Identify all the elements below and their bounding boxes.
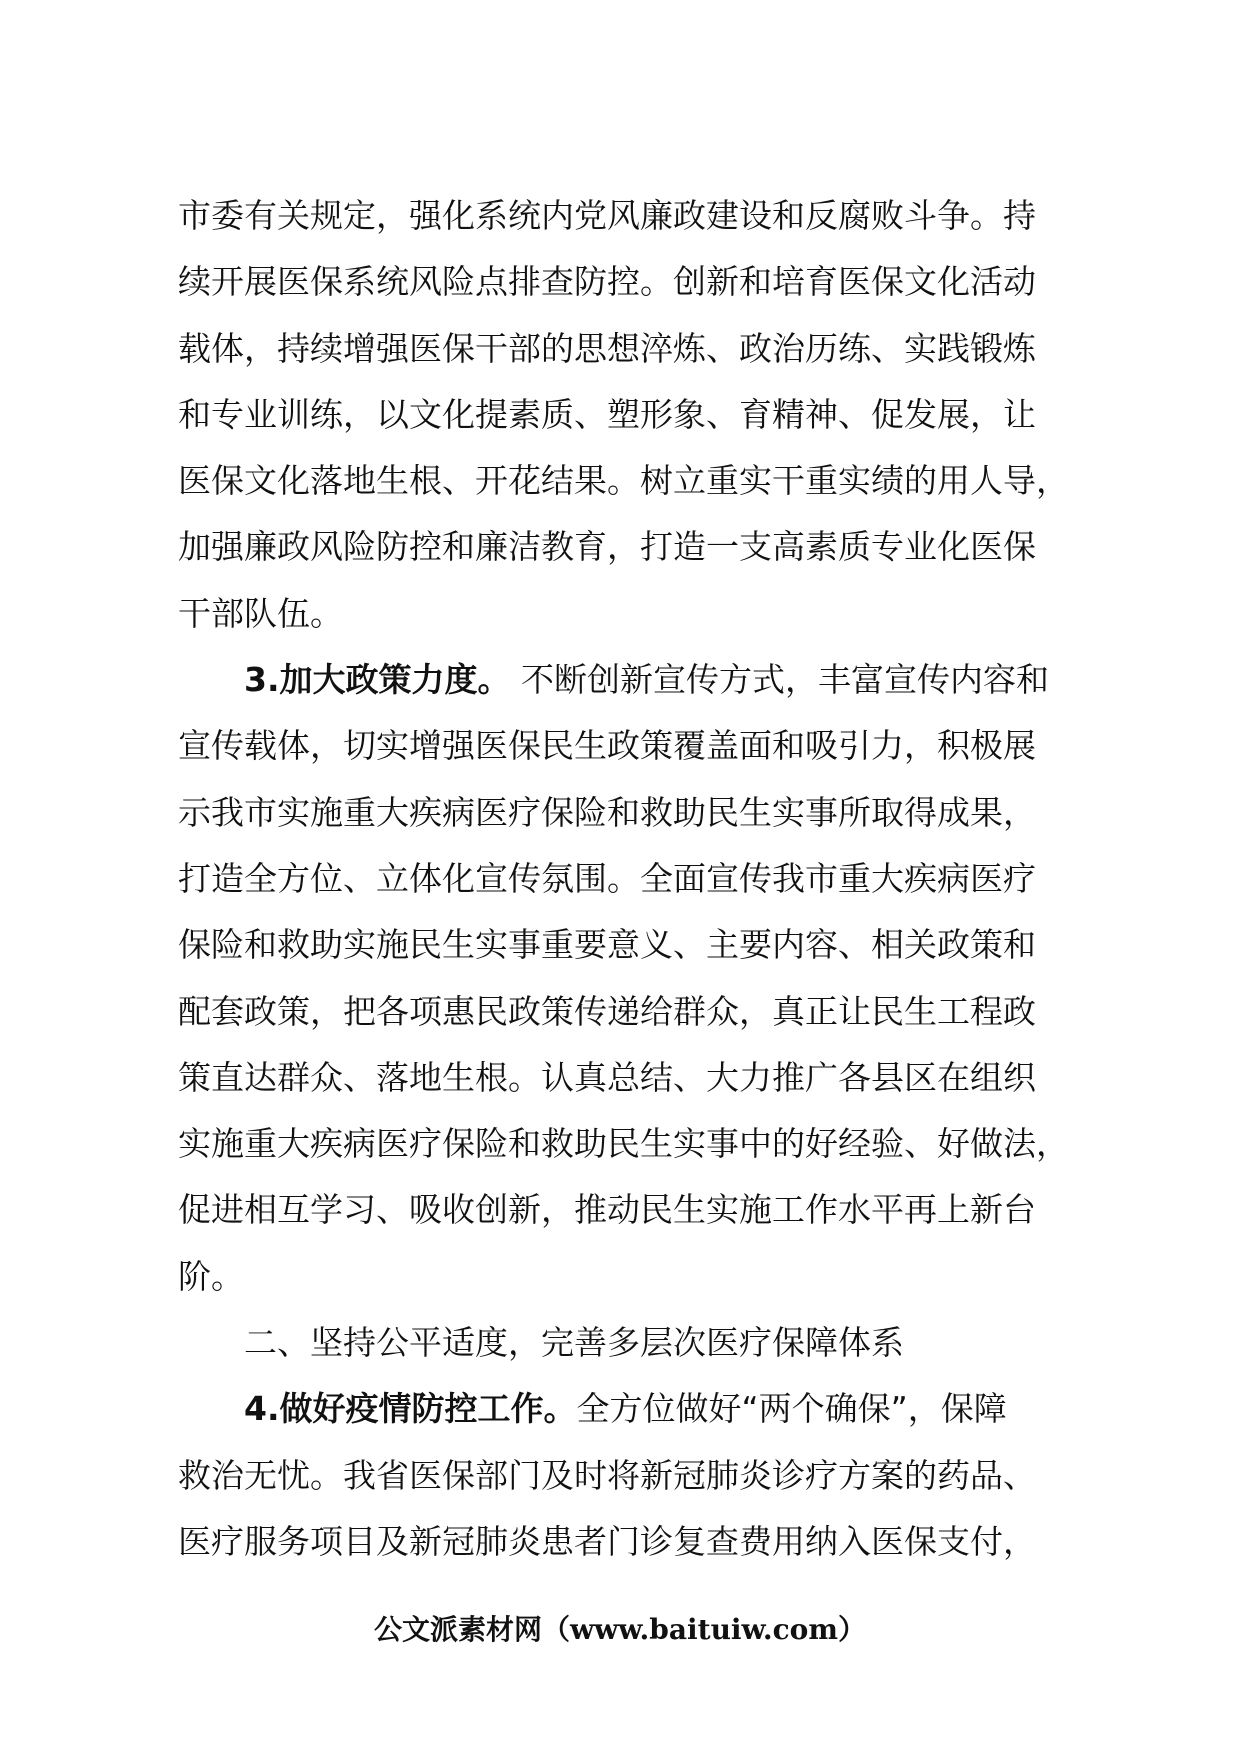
paragraph-line: 配套政策，把各项惠民政策传递给群众，真正让民生工程政 [178,991,1036,1031]
paragraph-line: 促进相互学习、吸收创新，推动民生实施工作水平再上新台 [178,1190,1036,1230]
paragraph-line: 干部队伍。 [178,593,343,633]
paragraph-line: 续开展医保系统风险点排查防控。创新和培育医保文化活动 [178,262,1036,302]
section-4-heading: 4.做好疫情防控工作。 [244,1389,577,1429]
paragraph-line: 示我市实施重大疾病医疗保险和救助民生实事所取得成果， [178,792,1036,832]
paragraph-line: 和专业训练，以文化提素质、塑形象、育精神、促发展，让 [178,394,1036,434]
paragraph-line: 救治无忧。我省医保部门及时将新冠肺炎诊疗方案的药品、 [178,1455,1036,1495]
section-4-first-line [178,1376,1096,1442]
document-body [178,183,1096,1575]
section-3-first-line [178,647,1096,713]
section-heading: 二、坚持公平适度，完善多层次医疗保障体系 [244,1323,904,1363]
paragraph-line: 市委有关规定，强化系统内党风廉政建设和反腐败斗争。持 [178,196,1036,235]
paragraph-line: 加强廉政风险防控和廉洁教育，打造一支高素质专业化医保 [178,527,1036,567]
paragraph-line: 医保文化落地生根、开花结果。树立重实干重实绩的用人导， [178,461,1069,501]
paragraph-line: 策直达群众、落地生根。认真总结、大力推广各县区在组织 [178,1057,1036,1097]
section-3-heading: 3.加大政策力度。 [244,660,511,700]
section-3-text: 不断创新宣传方式，丰富宣传内容和 [510,660,1049,700]
paragraph-line: 实施重大疾病医疗保险和救助民生实事中的好经验、好做法， [178,1124,1069,1164]
paragraph-line: 阶。 [178,1256,244,1296]
paragraph-line: 载体，持续增强医保干部的思想淬炼、政治历练、实践锻炼 [178,328,1036,368]
paragraph-line: 打造全方位、立体化宣传氛围。全面宣传我市重大疾病医疗 [178,858,1036,898]
paragraph-line: 宣传载体，切实增强医保民生政策覆盖面和吸引力，积极展 [178,726,1036,766]
section-4-text: 全方位做好“两个确保”，保障 [576,1389,1007,1429]
paragraph-line: 医疗服务项目及新冠肺炎患者门诊复查费用纳入医保支付， [178,1521,1036,1561]
footer-watermark: 公文派素材网（www.baituiw.com） [374,1613,866,1646]
paragraph-line: 保险和救助实施民生实事重要意义、主要内容、相关政策和 [178,925,1036,965]
